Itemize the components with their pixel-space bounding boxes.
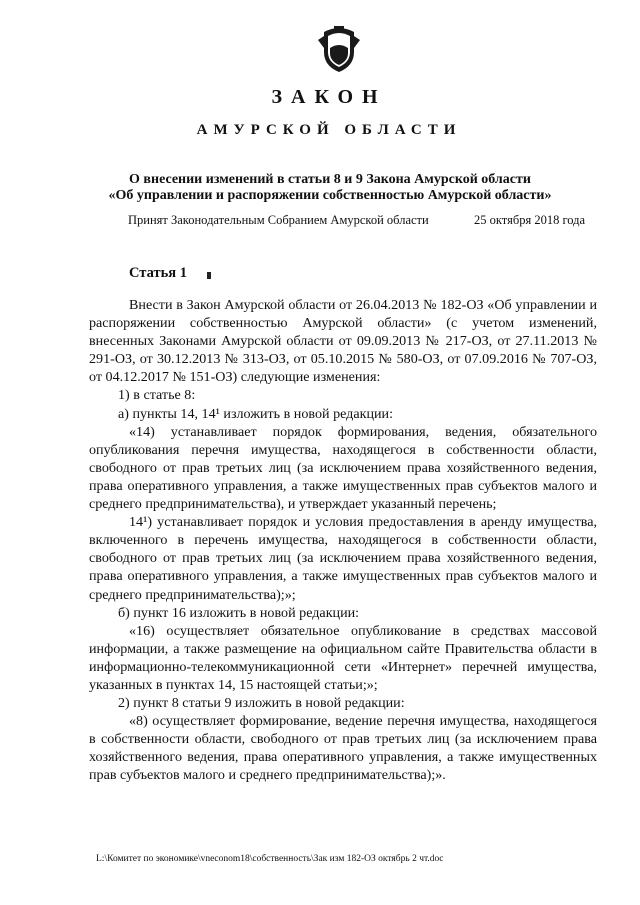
pen-mark [207,272,211,279]
law-title-line-1: О внесении изменений в статьи 8 и 9 Закона Амурской области [129,172,531,187]
paragraph-point-14-1: 14¹) устанавливает порядок и условия предоставления в аренду имущества, включенного в перечень имущества, находящегося в собственности области, свободного от прав третьих лиц (за исключением права хозяйственного ведения, права оперативного управления, а также имущественных прав субъектов малого и среднего предпринимательства);»; [89,514,597,603]
region-name: АМУРСКОЙ ОБЛАСТИ [196,122,462,138]
adopted-date: 25 октября 2018 года [474,213,586,227]
article-body [89,296,597,785]
paragraph-intro: Внести в Закон Амурской области от 26.04.2013 № 182-ОЗ «Об управлении и распоряжении собственностью Амурской области» (с учетом изменений, внесенных Законами Амурской области от 09.09.2013 № 217-ОЗ, от 27.11.2013 № 291-ОЗ, от 30.12.2013 № 313-ОЗ, от 05.10.2015 № 580-ОЗ, от 07.09.2016 № 707-ОЗ, от 04.12.2017 № 151-ОЗ) следующие изменения: [89,297,597,386]
file-path-footer: L:\Комитет по экономике\vneconom18\собственность\Зак изм 182-ОЗ октябрь 2 чт.doc [96,854,444,864]
document-type: ЗАКОН [271,86,387,108]
adopted-by: Принят Законодательным Собранием Амурской области [128,213,429,227]
law-title-line-2: «Об управлении и распоряжении собственностью Амурской области» [108,188,552,203]
paragraph-point-16: «16) осуществляет обязательное опубликование в средствах массовой информации, а также размещение на официальном сайте Правительства области в информационно-телекоммуникационной сети «Интернет» перечней имущества, указанных в пунктах 14, 15 настоящей статьи;»; [89,622,597,693]
coat-of-arms-icon [316,22,362,74]
paragraph-point-8: «8) осуществляет формирование, ведение перечня имущества, находящегося в собственности области, свободного от прав третьих лиц (за исключением права хозяйственного ведения, права оперативного управления, а также имущественных прав субъектов малого и среднего предпринимательства);». [89,713,597,784]
law-title [60,172,600,204]
paragraph-item-2: 2) пункт 8 статьи 9 изложить в новой редакции: [118,695,405,712]
paragraph-subitem-b: б) пункт 16 изложить в новой редакции: [118,604,360,621]
article-heading: Статья 1 [129,265,187,281]
paragraph-point-14: «14) устанавливает порядок формирования, ведения, обязательного опубликования перечня имущества, находящегося в собственности области, свободного от прав третьих лиц (за исключением права хозяйственного ведения, права оперативного управления, а также имущественных прав субъектов малого и среднего предпринимательства), и утверждает указанный перечень; [89,423,597,513]
paragraph-item-1: 1) в статье 8: [118,387,196,404]
paragraph-subitem-a: а) пункты 14, 14¹ изложить в новой редакции: [118,405,393,422]
